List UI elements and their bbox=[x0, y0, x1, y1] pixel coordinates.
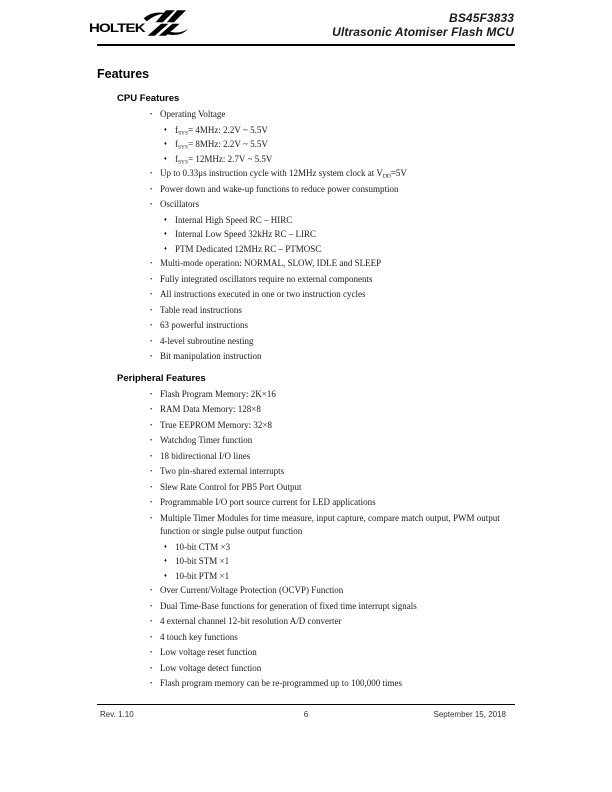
feature-item bbox=[97, 350, 529, 364]
diamond-bullet-icon: ♦ bbox=[164, 141, 167, 147]
feature-text: 10-bit STM ×1 bbox=[175, 556, 230, 566]
feature-text: Internal High Speed RC – HIRC bbox=[175, 214, 293, 225]
bullet-icon: • bbox=[150, 170, 153, 177]
feature-text: $f_{SYS}= 4MHz$: 2.2V ~ 5.5V bbox=[175, 124, 268, 136]
feature-text: Watchdog Timer function bbox=[160, 435, 253, 445]
feature-item bbox=[97, 600, 529, 614]
feature-text: Multi-mode operation: NORMAL, SLOW, IDLE and SLEEP bbox=[160, 258, 382, 268]
feature-item bbox=[97, 450, 529, 464]
feature-text: Programmable I/O port source current for LED applications bbox=[160, 497, 376, 507]
feature-item bbox=[97, 677, 529, 691]
cpu-features-list bbox=[97, 108, 529, 364]
feature-text: Power down and wake-up functions to reduce power consumption bbox=[160, 183, 399, 194]
page-title: Features bbox=[97, 67, 150, 81]
bullet-icon: • bbox=[150, 291, 153, 298]
bullet-icon: • bbox=[150, 649, 153, 656]
feature-text: Two pin-shared external interrupts bbox=[160, 466, 285, 476]
feature-text: Table read instructions bbox=[160, 304, 242, 315]
document-header-title bbox=[332, 12, 514, 39]
feature-text: Dual Time-Base functions for generation of fixed time interrupt signals bbox=[160, 600, 417, 611]
feature-text: 4 external channel 12-bit resolution A/D converter bbox=[160, 616, 342, 626]
feature-item bbox=[97, 335, 529, 349]
feature-item bbox=[97, 646, 529, 660]
feature-item bbox=[97, 403, 529, 417]
feature-subitem bbox=[97, 228, 529, 242]
diamond-bullet-icon: ♦ bbox=[164, 155, 167, 162]
diamond-bullet-icon: ♦ bbox=[164, 245, 167, 252]
feature-item bbox=[97, 512, 529, 539]
features-content bbox=[97, 93, 529, 693]
feature-subitem bbox=[97, 541, 529, 555]
feature-text: 10-bit CTM ×3 bbox=[175, 541, 231, 552]
feature-text: Up to 0.33μs instruction cycle with 12MHz system clock at $V_{DD}=5V$ bbox=[160, 168, 407, 180]
feature-text: Over Current/Voltage Protection (OCVP) Function bbox=[160, 585, 344, 595]
feature-item bbox=[97, 288, 529, 302]
bullet-icon: • bbox=[150, 337, 153, 345]
section-heading-cpu: CPU Features bbox=[117, 93, 180, 104]
header-rule bbox=[97, 44, 515, 46]
feature-item bbox=[97, 167, 529, 181]
diamond-bullet-icon: ♦ bbox=[164, 216, 167, 223]
bullet-icon: • bbox=[150, 680, 153, 687]
footer-rule bbox=[97, 704, 515, 705]
footer-revision: Rev. 1.10 bbox=[100, 710, 134, 719]
diamond-bullet-icon: ♦ bbox=[164, 543, 167, 550]
subscript: SYS bbox=[178, 144, 189, 151]
feature-text: Internal Low Speed 32kHz RC – LIRC bbox=[175, 229, 316, 239]
bullet-icon: • bbox=[150, 468, 153, 475]
feature-subitem bbox=[97, 124, 529, 138]
bullet-icon: • bbox=[150, 201, 153, 208]
feature-text: 4 touch key functions bbox=[160, 631, 238, 642]
bullet-icon: • bbox=[150, 437, 153, 444]
feature-text: Multiple Timer Modules for time measure, input capture, compare match output, PWM output function or single pulse output function bbox=[160, 512, 500, 536]
feature-item bbox=[97, 465, 529, 479]
footer-date: September 15, 2018 bbox=[433, 710, 506, 719]
holtek-emblem-icon bbox=[142, 7, 190, 44]
feature-text: $f_{SYS}= 12MHz$: 2.7V ~ 5.5V bbox=[175, 153, 273, 165]
subscript: SYS bbox=[178, 159, 189, 165]
bullet-icon: • bbox=[150, 306, 153, 314]
bullet-icon: • bbox=[150, 406, 153, 413]
bullet-icon: • bbox=[150, 322, 153, 329]
feature-item bbox=[97, 434, 529, 448]
feature-text: 10-bit PTM ×1 bbox=[175, 570, 230, 581]
feature-subitem bbox=[97, 570, 529, 584]
feature-item bbox=[97, 481, 529, 495]
feature-text: Oscillators bbox=[160, 199, 199, 209]
bullet-icon: • bbox=[150, 587, 153, 594]
feature-item bbox=[97, 615, 529, 629]
part-description: Ultrasonic Atomiser Flash MCU bbox=[332, 24, 514, 39]
feature-subitem bbox=[97, 138, 529, 152]
bullet-icon: • bbox=[150, 421, 153, 429]
feature-text: Low voltage reset function bbox=[160, 647, 257, 657]
feature-item bbox=[97, 108, 529, 122]
section-heading-peripheral: Peripheral Features bbox=[117, 372, 206, 384]
bullet-icon: • bbox=[150, 111, 153, 118]
subscript: DD bbox=[382, 173, 391, 180]
feature-item bbox=[97, 273, 529, 287]
feature-subitem bbox=[97, 555, 529, 569]
feature-text: PTM Dedicated 12MHz RC – PTMOSC bbox=[175, 243, 322, 254]
part-number: BS45F3833 bbox=[449, 11, 514, 25]
feature-item bbox=[97, 496, 529, 510]
feature-text: Fully integrated oscillators require no external components bbox=[160, 273, 373, 284]
bullet-icon: • bbox=[150, 260, 153, 267]
holtek-logo-text: HOLTEK bbox=[89, 21, 145, 35]
feature-text: 63 powerful instructions bbox=[160, 320, 248, 330]
feature-text: 4-level subroutine nesting bbox=[160, 335, 254, 346]
bullet-icon: • bbox=[150, 618, 153, 625]
bullet-icon: • bbox=[150, 483, 153, 491]
peripheral-features-list bbox=[97, 388, 529, 691]
feature-item bbox=[97, 198, 529, 212]
bullet-icon: • bbox=[150, 452, 153, 460]
feature-item bbox=[97, 319, 529, 333]
feature-text: All instructions executed in one or two instruction cycles bbox=[160, 289, 366, 299]
feature-text: 18 bidirectional I/O lines bbox=[160, 450, 251, 461]
feature-text: $f_{SYS}= 8MHz$: 2.2V ~ 5.5V bbox=[175, 139, 268, 151]
feature-text: RAM Data Memory: 128×8 bbox=[160, 404, 261, 414]
subscript: SYS bbox=[178, 130, 189, 136]
feature-subitem bbox=[97, 214, 529, 228]
feature-item bbox=[97, 183, 529, 197]
feature-item bbox=[97, 304, 529, 318]
bullet-icon: • bbox=[150, 353, 153, 360]
feature-text: True EEPROM Memory: 32×8 bbox=[160, 419, 272, 430]
feature-item bbox=[97, 584, 529, 598]
feature-subitem bbox=[97, 153, 529, 167]
bullet-icon: • bbox=[150, 664, 153, 672]
feature-subitem bbox=[97, 243, 529, 257]
bullet-icon: • bbox=[150, 275, 153, 283]
diamond-bullet-icon: ♦ bbox=[164, 572, 167, 579]
diamond-bullet-icon: ♦ bbox=[164, 231, 167, 237]
diamond-bullet-icon: ♦ bbox=[164, 558, 167, 564]
bullet-icon: • bbox=[150, 185, 153, 193]
diamond-bullet-icon: ♦ bbox=[164, 126, 167, 133]
feature-item bbox=[97, 631, 529, 645]
feature-text: Operating Voltage bbox=[160, 109, 226, 119]
feature-item bbox=[97, 662, 529, 676]
bullet-icon: • bbox=[150, 390, 153, 398]
bullet-icon: • bbox=[150, 602, 153, 610]
feature-text: Low voltage detect function bbox=[160, 662, 262, 673]
footer-page-number: 6 bbox=[303, 710, 309, 719]
feature-text: Flash Program Memory: 2K×16 bbox=[160, 388, 276, 399]
feature-item bbox=[97, 419, 529, 433]
feature-text: Slew Rate Control for PB5 Port Output bbox=[160, 481, 302, 492]
feature-text: Flash program memory can be re-programmed up to 100,000 times bbox=[160, 678, 402, 688]
bullet-icon: • bbox=[150, 514, 153, 522]
feature-text: Bit manipulation instruction bbox=[160, 351, 262, 361]
holtek-logo bbox=[89, 14, 190, 42]
feature-item bbox=[97, 257, 529, 271]
feature-item bbox=[97, 388, 529, 402]
bullet-icon: • bbox=[150, 499, 153, 506]
bullet-icon: • bbox=[150, 633, 153, 641]
